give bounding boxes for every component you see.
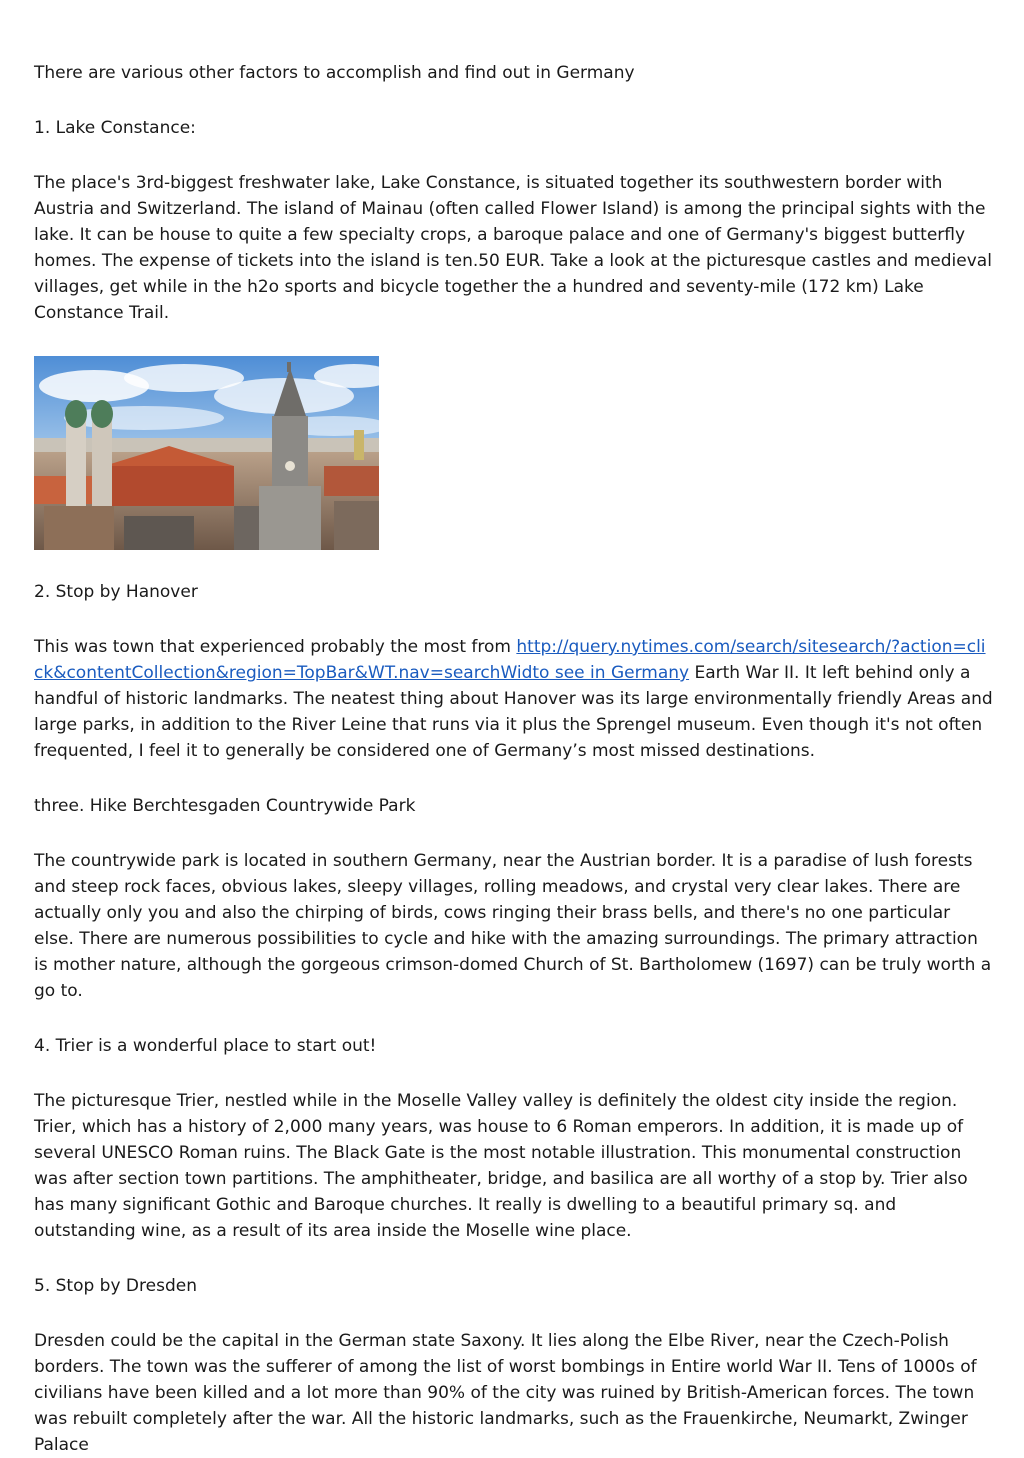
section-body-trier: The picturesque Trier, nestled while in the Moselle Valley valley is definitely the oldest city inside the region. Trier, which has a history of 2,000 many years, was house to 6 Roman emperors. In addition, it is made up of several UNESCO Roman ruins. The Black Gate is the most notable illustration. This monumental construction was after section town partitions. The amphitheater, bridge, and basilica are all worthy of a stop by. Trier also has many significant Gothic and Baroque churches. It really is dwelling to a beautiful primary sq. and outstanding wine, as a result of its area inside the Moselle wine place. bbox=[34, 1091, 968, 1241]
section-heading-dresden: 5. Stop by Dresden bbox=[34, 1276, 197, 1296]
hanover-body-end: Earth War II. It left behind only a handful of historic landmarks. The neatest thing about Hanover was its large environmentally friendly Areas and large parks, in addition to the River Leine that runs via it plus the Sprengel museum. Even though it's not often frequented, I feel it to generally be considered one of Germany’s most missed destinations. bbox=[34, 663, 993, 761]
section-body-berchtesgaden: The countrywide park is located in southern Germany, near the Austrian border. It is a paradise of lush forests and steep rock faces, obvious lakes, sleepy villages, rolling meadows, and crystal very clear lakes. There are actually only you and also the chirping of birds, cows ringing their brass bells, and there's no one particular else. There are numerous possibilities to cycle and hike with the amazing surroundings. The primary attraction is mother nature, although the gorgeous crimson-domed Church of St. Bartholomew (1697) can be truly worth a go to. bbox=[34, 851, 992, 1001]
section-heading-lake-constance: 1. Lake Constance: bbox=[34, 118, 196, 138]
section-body-lake-constance: The place's 3rd-biggest freshwater lake, Lake Constance, is situated together its southwestern border with Austria and Switzerland. The island of Mainau (often called Flower Island) is among the principal sights with the lake. It can be house to quite a few specialty crops, a baroque palace and one of Germany's biggest butterfly homes. The expense of tickets into the island is ten.50 EUR. Take a look at the picturesque castles and medieval villages, get while in the h2o sports and bicycle together the a hundred and seventy-mile (172 km) Lake Constance Trail. bbox=[34, 173, 992, 323]
hanover-body-start: This was town that experienced probably the most from bbox=[34, 637, 517, 657]
section-body-dresden: Dresden could be the capital in the German state Saxony. It lies along the Elbe River, near the Czech-Polish borders. The town was the sufferer of among the list of worst bombings in Entire world War II. Tens of 1000s of civilians have been killed and a lot more than 90% of the city was ruined by British-American forces. The town was rebuilt completely after the war. All the historic landmarks, such as the Frauenkirche, Neumarkt, Zwinger Palace bbox=[34, 1331, 977, 1455]
intro-paragraph: There are various other factors to accomplish and find out in Germany bbox=[34, 63, 635, 83]
section-body-hanover bbox=[34, 634, 994, 764]
nytimes-search-link[interactable]: http://query.nytimes.com/search/sitesearch/?action=click&contentCollection&region=TopBar&WT.nav=searchWidto see in Germany bbox=[34, 637, 986, 683]
munich-skyline-photo bbox=[34, 356, 379, 550]
document-page bbox=[34, 60, 994, 1458]
section-heading-hanover: 2. Stop by Hanover bbox=[34, 582, 198, 602]
section-heading-trier: 4. Trier is a wonderful place to start out! bbox=[34, 1036, 377, 1056]
section-heading-berchtesgaden: three. Hike Berchtesgaden Countrywide Park bbox=[34, 796, 416, 816]
